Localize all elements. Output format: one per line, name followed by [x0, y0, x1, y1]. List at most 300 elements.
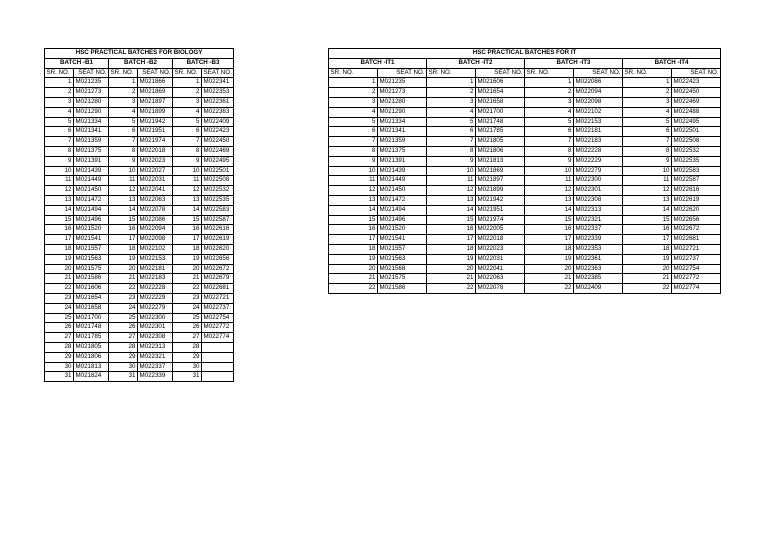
seat-no-cell: M021942: [138, 117, 173, 127]
seat-no-cell: M022361: [574, 254, 623, 264]
seat-no-cell: M022409: [574, 284, 623, 294]
batch-name: BATCH -IT2: [427, 58, 525, 68]
table-row: [45, 225, 234, 235]
seat-no-cell: M022102: [574, 107, 623, 117]
sr-no-cell: 20: [329, 264, 378, 274]
sr-no-cell: 18: [525, 244, 574, 254]
sr-no-cell: 15: [329, 215, 378, 225]
seat-no-cell: M021557: [74, 244, 109, 254]
sr-no-cell: 3: [329, 97, 378, 107]
seat-no-cell: M022301: [574, 186, 623, 196]
seat-no-cell: M022587: [202, 215, 234, 225]
seat-no-cell: M021606: [476, 78, 525, 88]
seat-no-cell: M021563: [378, 254, 427, 264]
sr-no-cell: 7: [45, 137, 74, 147]
sr-no-cell: 6: [525, 127, 574, 137]
table-row: [45, 313, 234, 323]
seat-no-cell: M022063: [476, 274, 525, 284]
seat-no-cell: M021450: [74, 186, 109, 196]
sr-no-cell: 21: [427, 274, 476, 284]
table-row: [329, 264, 721, 274]
seat-no-cell: M022181: [138, 264, 173, 274]
sr-no-cell: 5: [525, 117, 574, 127]
table-row: [45, 215, 234, 225]
seat-no-cell: M022619: [672, 195, 721, 205]
sr-no-header: SR. NO.: [173, 68, 202, 78]
seat-no-cell: M021280: [378, 97, 427, 107]
seat-no-cell: M022587: [672, 176, 721, 186]
batch-name: BATCH -B2: [109, 58, 173, 68]
sr-no-cell: 18: [329, 244, 378, 254]
table-row: [45, 284, 234, 294]
seat-no-cell: M021449: [378, 176, 427, 186]
seat-no-cell: M022737: [202, 303, 234, 313]
sr-no-cell: 21: [329, 274, 378, 284]
seat-no-cell: M021290: [378, 107, 427, 117]
seat-no-cell: M021899: [476, 186, 525, 196]
sr-no-cell: 2: [109, 88, 138, 98]
table-row: [45, 127, 234, 137]
seat-no-cell: M021341: [74, 127, 109, 137]
seat-no-cell: M022353: [202, 88, 234, 98]
seat-no-cell: M022361: [202, 97, 234, 107]
title-row: [329, 49, 721, 59]
sr-no-cell: 10: [623, 166, 672, 176]
seat-no-cell: M021391: [74, 156, 109, 166]
seat-no-cell: M022681: [672, 235, 721, 245]
table-row: [329, 225, 721, 235]
seat-no-cell: M022041: [138, 186, 173, 196]
sr-no-cell: 30: [45, 362, 74, 372]
sheet-title: HSC PRACTICAL BATCHES FOR BIOLOGY: [45, 49, 234, 59]
seat-no-cell: M022018: [138, 146, 173, 156]
seat-no-cell: M021700: [476, 107, 525, 117]
sr-no-cell: 16: [623, 225, 672, 235]
seat-no-cell: M022681: [202, 284, 234, 294]
sr-no-cell: 22: [45, 284, 74, 294]
table-row: [45, 293, 234, 303]
sr-no-cell: 3: [525, 97, 574, 107]
sr-no-cell: 11: [45, 176, 74, 186]
sr-no-cell: 16: [45, 225, 74, 235]
sr-no-cell: 12: [329, 186, 378, 196]
seat-no-cell: M021869: [476, 166, 525, 176]
seat-no-cell: M022313: [574, 205, 623, 215]
seat-no-cell: M022308: [574, 195, 623, 205]
sr-no-cell: 26: [45, 323, 74, 333]
sr-no-cell: 18: [173, 244, 202, 254]
seat-no-cell: M021472: [74, 195, 109, 205]
sr-no-cell: 25: [173, 313, 202, 323]
biology-table-body: [45, 49, 234, 382]
sr-no-cell: 19: [525, 254, 574, 264]
sr-no-cell: 4: [329, 107, 378, 117]
sr-no-cell: 10: [427, 166, 476, 176]
sr-no-cell: 8: [45, 146, 74, 156]
seat-no-cell: M022229: [138, 293, 173, 303]
seat-no-cell: M022535: [202, 195, 234, 205]
seat-no-cell: M022616: [672, 186, 721, 196]
sr-no-cell: 11: [427, 176, 476, 186]
sr-no-cell: 17: [45, 235, 74, 245]
sr-no-cell: 17: [623, 235, 672, 245]
seat-no-cell: M022423: [672, 78, 721, 88]
seat-no-cell: M022616: [202, 225, 234, 235]
sr-no-cell: 3: [173, 97, 202, 107]
table-row: [45, 117, 234, 127]
sr-no-cell: 30: [173, 362, 202, 372]
table-row: [329, 215, 721, 225]
sr-no-cell: 17: [109, 235, 138, 245]
seat-no-cell: M022583: [672, 166, 721, 176]
seat-no-cell: M022774: [672, 284, 721, 294]
sr-no-cell: 10: [525, 166, 574, 176]
seat-no-cell: M022228: [138, 284, 173, 294]
table-row: [45, 137, 234, 147]
table-row: [329, 205, 721, 215]
seat-no-cell: M022094: [574, 88, 623, 98]
title-row: [45, 49, 234, 59]
sr-no-cell: 7: [109, 137, 138, 147]
sr-no-cell: 17: [329, 235, 378, 245]
table-row: [329, 166, 721, 176]
sheet-title: HSC PRACTICAL BATCHES FOR IT: [329, 49, 721, 59]
sr-no-cell: 11: [623, 176, 672, 186]
sr-no-cell: 8: [427, 146, 476, 156]
sr-no-cell: 24: [45, 303, 74, 313]
table-row: [329, 117, 721, 127]
seat-no-cell: M022772: [202, 323, 234, 333]
seat-no-cell: M022181: [574, 127, 623, 137]
sr-no-cell: 16: [109, 225, 138, 235]
table-row: [45, 186, 234, 196]
seat-no-cell: M021449: [74, 176, 109, 186]
table-row: [45, 333, 234, 343]
sr-no-header: SR. NO.: [427, 68, 476, 78]
seat-no-cell: M021439: [74, 166, 109, 176]
table-row: [329, 137, 721, 147]
table-row: [45, 372, 234, 382]
seat-no-cell: M021654: [476, 88, 525, 98]
sr-no-cell: 6: [329, 127, 378, 137]
sr-no-cell: 14: [525, 205, 574, 215]
sr-no-cell: 22: [329, 284, 378, 294]
sr-no-cell: 7: [427, 137, 476, 147]
seat-no-cell: M022583: [202, 205, 234, 215]
seat-no-cell: M021813: [74, 362, 109, 372]
seat-no-cell: M022469: [202, 146, 234, 156]
seat-no-cell: M022337: [138, 362, 173, 372]
sr-no-cell: 21: [623, 274, 672, 284]
seat-no-cell: M021748: [74, 323, 109, 333]
sr-no-cell: 27: [109, 333, 138, 343]
seat-no-cell: M022679: [202, 274, 234, 284]
seat-no-cell: M021541: [378, 235, 427, 245]
seat-no-cell: M022337: [574, 225, 623, 235]
seat-no-cell: M022183: [138, 274, 173, 284]
seat-no-cell: M021541: [74, 235, 109, 245]
seat-no-cell: M022094: [138, 225, 173, 235]
seat-no-cell: M022063: [138, 195, 173, 205]
table-row: [329, 97, 721, 107]
seat-no-cell: M022495: [202, 156, 234, 166]
sr-no-cell: 26: [109, 323, 138, 333]
sr-no-cell: 16: [173, 225, 202, 235]
seat-no-cell: M021586: [378, 284, 427, 294]
sr-no-cell: 14: [45, 205, 74, 215]
sr-no-cell: 12: [623, 186, 672, 196]
sr-no-cell: 20: [45, 264, 74, 274]
seat-no-cell: M021391: [378, 156, 427, 166]
sr-no-cell: 6: [45, 127, 74, 137]
seat-no-cell: M021700: [74, 313, 109, 323]
batch-name: BATCH -B3: [173, 58, 234, 68]
sr-no-cell: 22: [525, 284, 574, 294]
seat-no-cell: M022308: [138, 333, 173, 343]
sr-no-cell: 6: [173, 127, 202, 137]
seat-no-cell: M022321: [574, 215, 623, 225]
sr-no-cell: 13: [173, 195, 202, 205]
sr-no-cell: 18: [623, 244, 672, 254]
table-row: [329, 88, 721, 98]
sr-no-cell: 11: [173, 176, 202, 186]
seat-no-cell: M022279: [138, 303, 173, 313]
seat-no-cell: M022341: [202, 78, 234, 88]
batch-name: BATCH -B1: [45, 58, 109, 68]
sr-no-cell: 29: [109, 352, 138, 362]
sr-no-cell: 26: [173, 323, 202, 333]
seat-no-cell: M021290: [74, 107, 109, 117]
sr-no-cell: 12: [173, 186, 202, 196]
sr-no-cell: 28: [109, 342, 138, 352]
sr-no-cell: 30: [109, 362, 138, 372]
sr-no-cell: 10: [45, 166, 74, 176]
seat-no-cell: M022041: [476, 264, 525, 274]
sr-no-header: SR. NO.: [329, 68, 378, 78]
seat-no-cell: M021951: [138, 127, 173, 137]
seat-no-cell: M022321: [138, 352, 173, 362]
seat-no-cell: M022300: [138, 313, 173, 323]
table-row: [329, 127, 721, 137]
table-row: [45, 254, 234, 264]
seat-no-cell: M022228: [574, 146, 623, 156]
it-table-body: [329, 49, 721, 294]
seat-no-cell: M022501: [202, 166, 234, 176]
seat-no-cell: M021606: [74, 284, 109, 294]
seat-no-cell: M022229: [574, 156, 623, 166]
sr-no-cell: 17: [173, 235, 202, 245]
seat-no-cell: M022508: [672, 137, 721, 147]
table-row: [329, 176, 721, 186]
seat-no-cell: M022754: [672, 264, 721, 274]
seat-no-cell: [202, 352, 234, 362]
seat-no-cell: [202, 362, 234, 372]
sr-no-cell: 24: [173, 303, 202, 313]
sr-no-cell: 7: [525, 137, 574, 147]
sr-no-cell: 10: [109, 166, 138, 176]
seat-no-cell: M021785: [74, 333, 109, 343]
sr-no-cell: 31: [109, 372, 138, 382]
sr-no-cell: 15: [109, 215, 138, 225]
table-row: [329, 235, 721, 245]
seat-no-cell: M021280: [74, 97, 109, 107]
sr-no-cell: 12: [525, 186, 574, 196]
seat-no-cell: M022353: [574, 244, 623, 254]
seat-no-header: SEAT NO.: [378, 68, 427, 78]
sr-no-cell: 22: [109, 284, 138, 294]
sr-no-cell: 15: [623, 215, 672, 225]
sr-no-cell: 22: [427, 284, 476, 294]
seat-no-cell: M021557: [378, 244, 427, 254]
table-row: [329, 195, 721, 205]
seat-no-cell: M021563: [74, 254, 109, 264]
sr-no-cell: 25: [45, 313, 74, 323]
table-row: [45, 264, 234, 274]
seat-no-cell: M022535: [672, 156, 721, 166]
table-row: [45, 156, 234, 166]
seat-no-cell: M022495: [672, 117, 721, 127]
sr-no-cell: 13: [427, 195, 476, 205]
seat-no-cell: M021658: [476, 97, 525, 107]
seat-no-cell: M021450: [378, 186, 427, 196]
seat-no-cell: M022423: [202, 127, 234, 137]
seat-no-cell: M021334: [378, 117, 427, 127]
sr-no-cell: 5: [623, 117, 672, 127]
seat-no-cell: M022023: [138, 156, 173, 166]
sr-no-cell: 6: [623, 127, 672, 137]
biology-batches-table: [44, 48, 234, 382]
table-row: [45, 88, 234, 98]
sr-no-cell: 18: [45, 244, 74, 254]
sr-no-cell: 17: [427, 235, 476, 245]
table-row: [45, 274, 234, 284]
seat-no-cell: M021654: [74, 293, 109, 303]
sr-no-cell: 1: [45, 78, 74, 88]
sr-no-cell: 29: [173, 352, 202, 362]
sr-no-cell: 9: [329, 156, 378, 166]
seat-no-cell: M022086: [574, 78, 623, 88]
table-row: [329, 284, 721, 294]
sr-no-cell: 2: [525, 88, 574, 98]
seat-no-cell: M021805: [476, 137, 525, 147]
sr-no-cell: 10: [173, 166, 202, 176]
column-header-row: [45, 68, 234, 78]
sr-no-cell: 19: [427, 254, 476, 264]
sr-no-cell: 20: [173, 264, 202, 274]
seat-no-cell: M021496: [74, 215, 109, 225]
seat-no-cell: M021974: [476, 215, 525, 225]
seat-no-cell: M022153: [574, 117, 623, 127]
seat-no-cell: M022488: [672, 107, 721, 117]
seat-no-cell: M021866: [138, 78, 173, 88]
seat-no-cell: M022078: [476, 284, 525, 294]
seat-no-cell: M022086: [138, 215, 173, 225]
seat-no-cell: M021359: [74, 137, 109, 147]
sr-no-cell: 4: [525, 107, 574, 117]
seat-no-header: SEAT NO.: [202, 68, 234, 78]
sr-no-cell: 4: [173, 107, 202, 117]
sr-no-cell: 27: [173, 333, 202, 343]
seat-no-cell: M022754: [202, 313, 234, 323]
seat-no-cell: M022078: [138, 205, 173, 215]
sr-no-cell: 7: [329, 137, 378, 147]
table-row: [329, 156, 721, 166]
sr-no-cell: 4: [45, 107, 74, 117]
sr-no-cell: 14: [427, 205, 476, 215]
table-row: [45, 303, 234, 313]
seat-no-cell: M022409: [202, 117, 234, 127]
seat-no-cell: M022619: [202, 235, 234, 245]
table-row: [329, 244, 721, 254]
sr-no-cell: 1: [109, 78, 138, 88]
table-row: [45, 97, 234, 107]
sr-no-cell: 20: [623, 264, 672, 274]
sr-no-cell: 12: [45, 186, 74, 196]
seat-no-cell: M022018: [476, 235, 525, 245]
table-row: [45, 323, 234, 333]
seat-no-cell: M022363: [202, 107, 234, 117]
sr-no-cell: 9: [109, 156, 138, 166]
sr-no-cell: 4: [427, 107, 476, 117]
seat-no-cell: M021494: [378, 205, 427, 215]
sr-no-cell: 18: [109, 244, 138, 254]
sr-no-cell: 9: [623, 156, 672, 166]
sr-no-cell: 19: [45, 254, 74, 264]
it-batches-table: [328, 48, 721, 294]
sr-no-cell: 21: [525, 274, 574, 284]
sr-no-cell: 14: [623, 205, 672, 215]
table-row: [45, 107, 234, 117]
seat-no-cell: M022672: [672, 225, 721, 235]
table-row: [45, 244, 234, 254]
seat-no-cell: M021869: [138, 88, 173, 98]
sr-no-cell: 5: [329, 117, 378, 127]
table-row: [45, 195, 234, 205]
sr-no-cell: 22: [173, 284, 202, 294]
seat-no-cell: M021496: [378, 215, 427, 225]
seat-no-cell: M021575: [74, 264, 109, 274]
sr-no-cell: 24: [109, 303, 138, 313]
batch-name-row: [329, 58, 721, 68]
sr-no-cell: 2: [427, 88, 476, 98]
sr-no-cell: 16: [329, 225, 378, 235]
sr-no-cell: 5: [173, 117, 202, 127]
sr-no-cell: 13: [45, 195, 74, 205]
sr-no-cell: 15: [427, 215, 476, 225]
column-header-row: [329, 68, 721, 78]
seat-no-cell: M021942: [476, 195, 525, 205]
sr-no-cell: 23: [173, 293, 202, 303]
table-row: [329, 78, 721, 88]
sr-no-cell: 13: [623, 195, 672, 205]
sr-no-cell: 20: [427, 264, 476, 274]
sr-no-cell: 23: [109, 293, 138, 303]
sr-no-header: SR. NO.: [109, 68, 138, 78]
seat-no-cell: M022721: [672, 244, 721, 254]
sr-no-cell: 8: [623, 146, 672, 156]
seat-no-cell: M021785: [476, 127, 525, 137]
seat-no-cell: M021568: [378, 264, 427, 274]
sr-no-cell: 13: [109, 195, 138, 205]
sr-no-cell: 2: [173, 88, 202, 98]
sr-no-cell: 31: [45, 372, 74, 382]
seat-no-cell: M022098: [574, 97, 623, 107]
seat-no-cell: M022279: [574, 166, 623, 176]
seat-no-cell: M022737: [672, 254, 721, 264]
seat-no-cell: M021520: [378, 225, 427, 235]
seat-no-cell: M021375: [74, 146, 109, 156]
seat-no-cell: M021586: [74, 274, 109, 284]
